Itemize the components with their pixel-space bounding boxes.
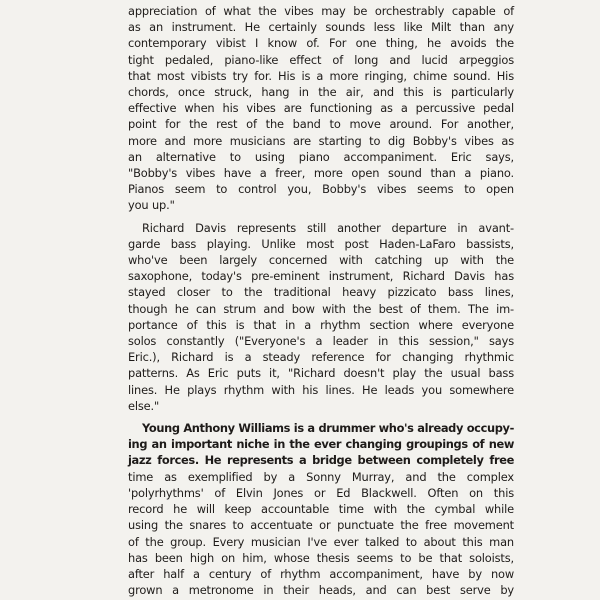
text-line: portance of this is that in a rhythm section where everyone (128, 317, 514, 332)
text-line: chords, once struck, hang in the air, and this is particularly (128, 85, 514, 100)
text-line: 'polyrhythms' of Elvin Jones or Ed Blackwell. Often on this (128, 485, 514, 500)
text-line: contemporary vibist I know of. For one thing, he avoids the (128, 36, 514, 51)
text-line: has been high on him, whose thesis seems to be that soloists, (128, 550, 514, 565)
text-line: you up." (128, 198, 175, 213)
text-line: point for the rest of the band to move around. For another, (128, 117, 514, 132)
paragraph-bass (128, 220, 514, 414)
text-line: Pianos seem to control you, Bobby's vibes seems to open (128, 182, 514, 197)
text-column (128, 3, 514, 598)
text-line: grown a metronome in their heads, and can best serve by (128, 583, 514, 598)
text-line: time as exemplified by a Sonny Murray, and the complex (128, 469, 514, 484)
text-line: record he will keep accountable time with the cymbal while (128, 502, 514, 517)
text-line: else." (128, 398, 160, 413)
text-line: garde bass playing. Unlike most post Haden-LaFaro bassists, (128, 236, 514, 251)
text-line: lines. He plays rhythm with his lines. He leads you somewhere (128, 382, 514, 397)
text-line: though he can strum and bow with the best of them. The im- (128, 301, 514, 316)
text-line: stayed closer to the traditional heavy pizzicato bass lines, (128, 285, 514, 300)
text-line: using the snares to accentuate or punctuate the free movement (128, 518, 514, 533)
text-line: effective when his vibes are functioning as a percussive pedal (128, 101, 514, 116)
text-line: jazz forces. He represents a bridge between completely free (128, 453, 514, 468)
text-line: that most vibists try for. His is a more ringing, chime sound. His (128, 68, 514, 83)
text-line: Young Anthony Williams is a drummer who's already occupy- (142, 421, 514, 436)
text-line: patterns. As Eric puts it, "Richard doesn't play the usual bass (128, 366, 514, 381)
text-line: Richard Davis represents still another departure in avant- (142, 220, 514, 235)
text-line: saxophone, today's pre-eminent instrument, Richard Davis has (128, 269, 514, 284)
text-line: solos constantly ("Everyone's a leader in this session," says (128, 334, 514, 349)
paragraph-vibes (128, 3, 514, 214)
text-line: who've been largely concerned with catching up with the (128, 253, 514, 268)
text-line: ing an important niche in the ever changing groupings of new (128, 437, 514, 452)
text-line: tight pedaled, piano-like effect of long and lucid arpeggios (128, 52, 514, 67)
text-line: after half a century of rhythm accompaniment, have by now (128, 566, 514, 581)
text-line: appreciation of what the vibes may be orchestrably capable of (128, 4, 514, 18)
text-line: as an instrument. He certainly sounds less like Milt than any (128, 20, 514, 35)
text-line: more and more musicians are starting to dig Bobby's vibes as (128, 133, 514, 148)
text-line: "Bobby's vibes have a freer, more open sound than a piano. (128, 166, 514, 181)
text-line: of the group. Every musician I've ever talked to about this man (128, 534, 514, 549)
paragraph-drums (128, 420, 514, 598)
text-line: Eric.), Richard is a steady reference for changing rhythmic (128, 350, 514, 365)
text-line: an alternative to using piano accompaniment. Eric says, (128, 149, 514, 164)
